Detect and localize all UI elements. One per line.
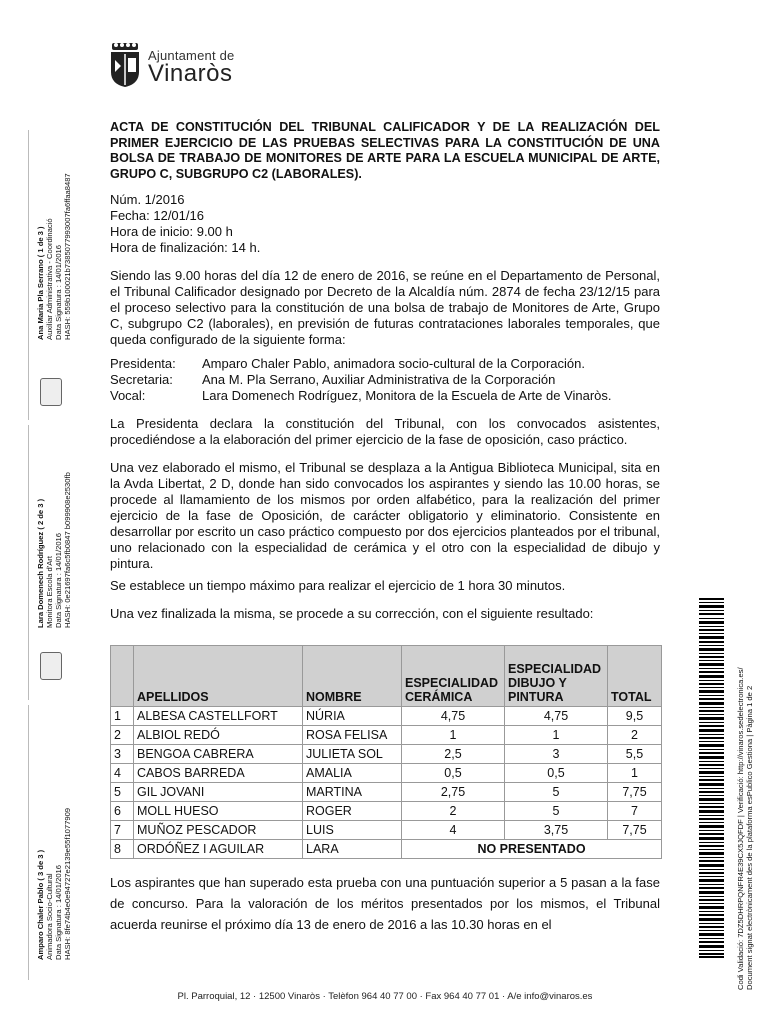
signer-hash: HASH: 559b100021b7385077993007fa6ffaa8487 bbox=[63, 173, 72, 340]
cell-total: 7 bbox=[608, 802, 662, 821]
meta-inicio: Hora de inicio: 9.00 h bbox=[110, 224, 233, 239]
cell-total: 2 bbox=[608, 726, 662, 745]
header-index bbox=[111, 646, 134, 707]
cell-nombre: ROGER bbox=[303, 802, 402, 821]
member-desc: Lara Domenech Rodríguez, Monitora de la Escuela de Arte de Vinaròs. bbox=[202, 388, 612, 403]
verification-line-2: Document signat electrònicament des de la plataforma esPublico Gestiona | Pàgina 1 de 2 bbox=[745, 685, 754, 990]
cell-index: 7 bbox=[111, 821, 134, 840]
paragraph-1: Siendo las 9.00 horas del día 12 de enero de 2016, se reúne en el Departamento de Personal, el Tribunal Calificador designado por Decreto de la Alcaldía núm. 2874 de fecha 23/12/15 para el proceso selectivo para la constitución de una bolsa de trabajo de Monitores de Arte, Grupo C, subgrupo C2 (laborales), en previsión de futuras contrataciones laborales temporales, que queda configurado de la siguiente forma: bbox=[110, 268, 660, 347]
verification-text bbox=[736, 667, 754, 990]
member-desc: Amparo Chaler Pablo, animadora socio-cultural de la Corporación. bbox=[202, 356, 585, 371]
cell-apellidos: BENGOA CABRERA bbox=[134, 745, 303, 764]
cell-nombre: MARTINA bbox=[303, 783, 402, 802]
cell-index: 8 bbox=[111, 840, 134, 859]
cell-nombre: LARA bbox=[303, 840, 402, 859]
header-ceramica: ESPECIALIDAD CERÁMICA bbox=[402, 646, 505, 707]
signature-block-1 bbox=[36, 173, 72, 340]
cell-nombre: NÚRIA bbox=[303, 707, 402, 726]
cell-total: 9,5 bbox=[608, 707, 662, 726]
cell-apellidos: GIL JOVANI bbox=[134, 783, 303, 802]
header-apellidos: APELLIDOS bbox=[134, 646, 303, 707]
signature-block-3 bbox=[36, 808, 72, 960]
signer-role: Animadora Socio-Cultural bbox=[45, 873, 54, 960]
meta-num: Núm. 1/2016 bbox=[110, 192, 185, 207]
document-meta bbox=[110, 192, 260, 256]
cell-dibujo: 3 bbox=[505, 745, 608, 764]
signer-date: Data Signatura : 14/01/2016 bbox=[54, 245, 63, 340]
cell-total: 7,75 bbox=[608, 783, 662, 802]
cell-apellidos: MUÑOZ PESCADOR bbox=[134, 821, 303, 840]
org-name: Ajuntament de bbox=[148, 48, 235, 63]
header-nombre: NOMBRE bbox=[303, 646, 402, 707]
cell-total: 7,75 bbox=[608, 821, 662, 840]
signer-name: Amparo Chaler Pablo ( 3 de 3 ) bbox=[36, 849, 45, 960]
cell-apellidos: ALBESA CASTELLFORT bbox=[134, 707, 303, 726]
cell-nombre: LUIS bbox=[303, 821, 402, 840]
meta-fecha: Fecha: 12/01/16 bbox=[110, 208, 204, 223]
cell-total: 5,5 bbox=[608, 745, 662, 764]
signer-role: Auxiliar Administrativa - Coordinació bbox=[45, 218, 54, 340]
paragraph-5: Una vez finalizada la misma, se procede a su corrección, con el siguiente resultado: bbox=[110, 606, 594, 621]
cell-dibujo: 1 bbox=[505, 726, 608, 745]
header-total: TOTAL bbox=[608, 646, 662, 707]
stamp-divider bbox=[28, 705, 29, 980]
document-title: ACTA DE CONSTITUCIÓN DEL TRIBUNAL CALIFICADOR Y DE LA REALIZACIÓN DEL PRIMER EJERCICIO DE LAS PRUEBAS SELECTIVAS PARA LA CONSTITUCIÓN DE UNA BOLSA DE TRABAJO DE MONITORES DE ARTE PARA LA ESCUELA MUNICIPAL DE ARTE, GRUPO C, SUBGRUPO C2 (LABORALES). bbox=[110, 120, 660, 181]
signer-date: Data Signatura : 14/01/2016 bbox=[54, 865, 63, 960]
cell-apellidos: MOLL HUESO bbox=[134, 802, 303, 821]
ajuntament-logo bbox=[108, 42, 258, 88]
cell-ceramica: 0,5 bbox=[402, 764, 505, 783]
signer-name: Ana Maria Pla Serrano ( 1 de 3 ) bbox=[36, 226, 45, 340]
cell-dibujo: 5 bbox=[505, 802, 608, 821]
cell-nombre: AMALIA bbox=[303, 764, 402, 783]
member-row bbox=[110, 372, 612, 388]
member-desc: Ana M. Pla Serrano, Auxiliar Administrativa de la Corporación bbox=[202, 372, 556, 387]
barcode-icon bbox=[699, 598, 724, 958]
table-row bbox=[111, 707, 662, 726]
member-role: Secretaria: bbox=[110, 372, 173, 387]
cell-apellidos: ALBIOL REDÓ bbox=[134, 726, 303, 745]
signature-seal-icon bbox=[40, 378, 62, 406]
signer-date: Data Signatura : 14/01/2016 bbox=[54, 533, 63, 628]
cell-dibujo: 3,75 bbox=[505, 821, 608, 840]
signer-hash: HASH: 8fe74b4e0e94727e2139e55f1077909 bbox=[63, 807, 72, 960]
stamp-divider bbox=[28, 425, 29, 700]
table-row bbox=[111, 726, 662, 745]
paragraph-3: Una vez elaborado el mismo, el Tribunal se desplaza a la Antigua Biblioteca Municipal, sita en la Avda Libertat, 2 D, donde han sido convocados los aspirantes y siendo las 10.00 horas, se procede al llamamiento de los mismos por orden alfabético, para la realización del primer ejercicio de la fase de Oposición, de carácter obligatorio y eliminatorio. Consistente en desarrollar por escrito un caso práctico compuesto por dos ejercicios planteados por el tribunal, uno relacionado con la especialidad de cerámica y el otro con la especialidad de dibujo y pintura. bbox=[110, 460, 660, 571]
table-row bbox=[111, 745, 662, 764]
signer-name: Lara Domenech Rodríguez ( 2 de 3 ) bbox=[36, 498, 45, 628]
cell-index: 2 bbox=[111, 726, 134, 745]
signer-hash: HASH: 0e21697fa6c5fb0847 b099908e2530fb bbox=[63, 472, 72, 628]
tribunal-members bbox=[110, 356, 612, 404]
table-row bbox=[111, 840, 662, 859]
cell-ceramica: 2 bbox=[402, 802, 505, 821]
stamp-divider bbox=[28, 130, 29, 420]
table-row bbox=[111, 783, 662, 802]
cell-status: NO PRESENTADO bbox=[402, 840, 662, 859]
paragraph-6: Los aspirantes que han superado esta prueba con una puntuación superior a 5 pasan a la fase de concurso. Para la valoración de los méritos presentados por los mismos, el Tribunal acuerda reunirse el próximo día 13 de enero de 2016 a las 10.30 horas en el bbox=[110, 875, 660, 932]
member-role: Vocal: bbox=[110, 388, 146, 403]
signer-role: Monitora Escola d'Art bbox=[45, 556, 54, 628]
town-name: Vinaròs bbox=[148, 60, 233, 87]
cell-dibujo: 5 bbox=[505, 783, 608, 802]
paragraph-2: La Presidenta declara la constitución del Tribunal, con los convocados asistentes, procediéndose a la elaboración del primer ejercicio de la fase de oposición, caso práctico. bbox=[110, 416, 660, 447]
cell-nombre: ROSA FELISA bbox=[303, 726, 402, 745]
cell-index: 4 bbox=[111, 764, 134, 783]
cell-index: 5 bbox=[111, 783, 134, 802]
cell-apellidos: ORDÓÑEZ I AGUILAR bbox=[134, 840, 303, 859]
cell-dibujo: 0,5 bbox=[505, 764, 608, 783]
cell-ceramica: 2,75 bbox=[402, 783, 505, 802]
header-dibujo: ESPECIALIDAD DIBUJO Y PINTURA bbox=[505, 646, 608, 707]
cell-nombre: JULIETA SOL bbox=[303, 745, 402, 764]
table-header-row bbox=[111, 646, 662, 707]
cell-dibujo: 4,75 bbox=[505, 707, 608, 726]
cell-index: 1 bbox=[111, 707, 134, 726]
member-row bbox=[110, 388, 612, 404]
meta-fin: Hora de finalización: 14 h. bbox=[110, 240, 261, 255]
cell-ceramica: 2,5 bbox=[402, 745, 505, 764]
member-role: Presidenta: bbox=[110, 356, 176, 371]
cell-ceramica: 4,75 bbox=[402, 707, 505, 726]
results-table bbox=[110, 645, 662, 859]
verification-line-1: Codi Validació: 7DZ5DHRPQNFR4E39CX5JQFDF | Verificació: http://vinaros.sedelectronica.es/ bbox=[736, 667, 745, 990]
cell-ceramica: 1 bbox=[402, 726, 505, 745]
paragraph-4: Se establece un tiempo máximo para realizar el ejercicio de 1 hora 30 minutos. bbox=[110, 578, 566, 593]
cell-index: 3 bbox=[111, 745, 134, 764]
cell-apellidos: CABOS BARREDA bbox=[134, 764, 303, 783]
coat-of-arms-icon bbox=[108, 42, 142, 88]
table-row bbox=[111, 821, 662, 840]
cell-index: 6 bbox=[111, 802, 134, 821]
member-row bbox=[110, 356, 612, 372]
table-row bbox=[111, 802, 662, 821]
signature-seal-icon bbox=[40, 652, 62, 680]
cell-total: 1 bbox=[608, 764, 662, 783]
table-row bbox=[111, 764, 662, 783]
page-footer: Pl. Parroquial, 12 · 12500 Vinaròs · Telèfon 964 40 77 00 · Fax 964 40 77 01 · A/e info@vinaros.es bbox=[177, 991, 593, 1002]
cell-ceramica: 4 bbox=[402, 821, 505, 840]
signature-block-2 bbox=[36, 472, 72, 628]
